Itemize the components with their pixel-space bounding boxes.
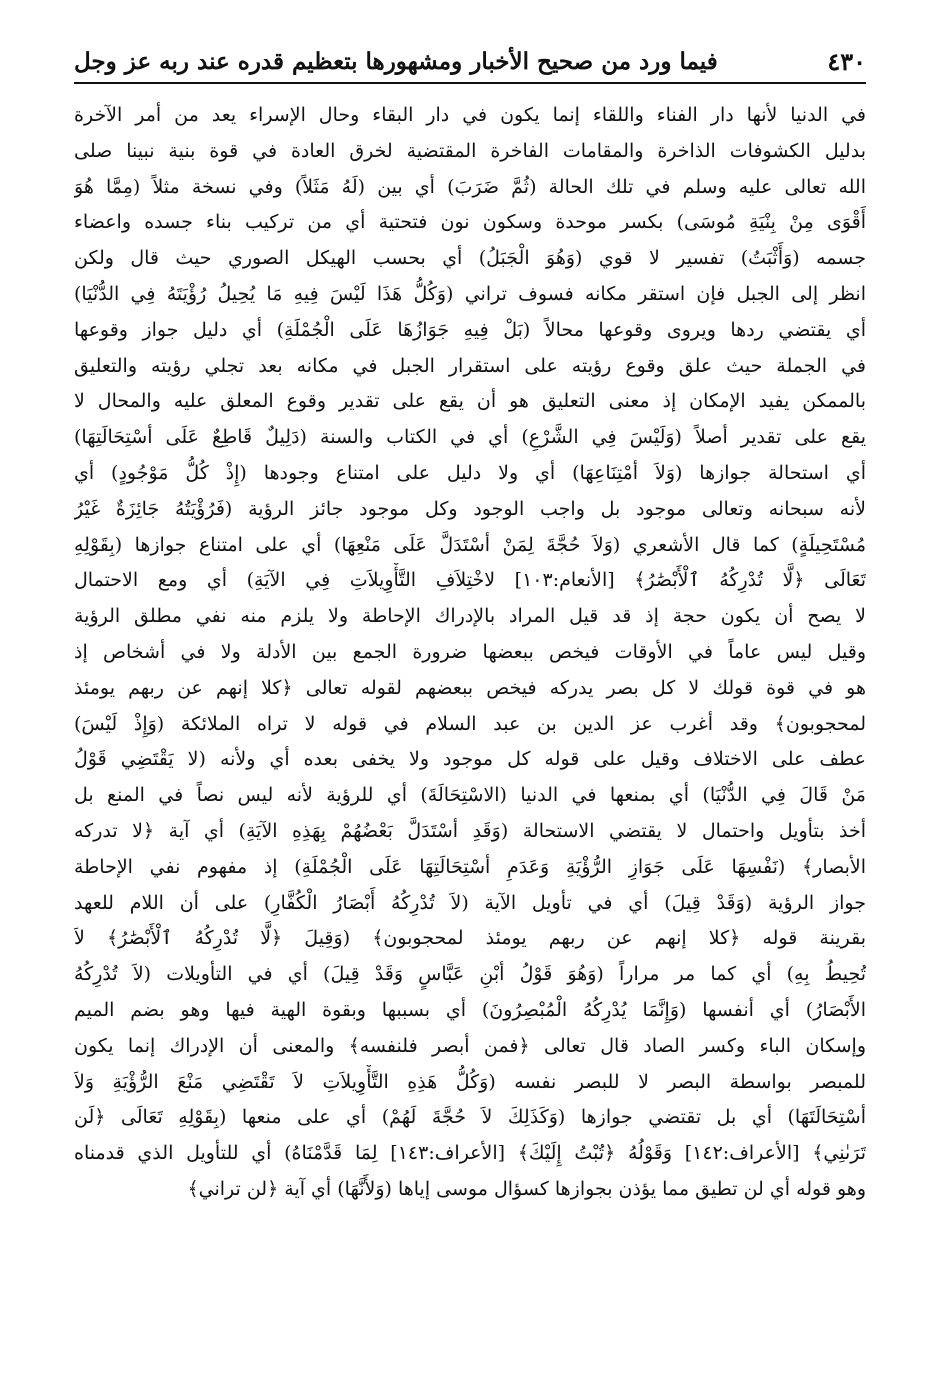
text-line: وإسكان الباء وكسر الصاد قال تعالى ﴿فمن أبصر فلنفسه﴾ والمعنى أن الإدراك إنما يكون	[74, 1034, 866, 1057]
text-line: في الدنيا لأنها دار الفناء واللقاء إنما يكون في دار البقاء وحال الإسراء يعد من أمر الآخرة	[74, 104, 866, 126]
text-line: جواز الرؤية (وَقَدْ قِيلَ) أي في تأويل الآية (لاَ تُدْرِكُهُ أَبْصَارُ الْكُفَّارِ) على أن اللام للعهد	[74, 891, 866, 914]
text-line: بقرينة قوله ﴿كلا إنهم عن ربهم يومئذ لمحجوبون﴾ (وَقِيلَ ﴿لَّا تُدْرِكُهُ ٱلْأَبْصَٰرُ﴾ لاَ	[74, 927, 866, 950]
text-line: وقيل ليس عاماً في الأوقات فيخص ببعضها ضرورة الجمع بين الأدلة ولا في أشخاص إذ	[74, 640, 866, 663]
text-line: وهو قوله أي لن تطيق مما يؤذن بجوازها كسؤال موسى إياها (وَلأَنَّهَا) أي آية ﴿لن تراني﴾	[187, 1177, 866, 1200]
text-line: تُحِيطُ بِهِ) أي كما مر مراراً (وَهُوَ قَوْلُ أبْنِ عَبَّاسٍ وَقَدْ قِيلَ) أي في التأويلات (لاَ تُدْرِكُهُ	[74, 963, 866, 986]
text-line: هو في قوة قولك لا كل بصر يدركه فيخص ببعضهم لقوله تعالى ﴿كلا إنهم عن ربهم يومئذ	[74, 676, 866, 699]
text-line: تَرَىٰنِي﴾ [الأعراف:١٤٢] وَقَوْلُهُ ﴿تُبْتُ إِلَيْكَ﴾ [الأعراف:١٤٣] لِمَا قَدَّمْنَاهُ) أي للتأويل الذي قدمناه	[74, 1142, 866, 1165]
text-line: الله تعالى عليه وسلم في تلك الحالة (ثُمَّ ضَرَبَ) أي بين (لَهُ مَثَلاً) وفي نسخة مثلاً (مِمَّا هُوَ	[74, 175, 866, 198]
text-line: تَعَالَى ﴿لَّا تُدْرِكُهُ ٱلْأَبْصَٰرُ﴾ [الأنعام:١٠٣] لاخْتِلاَفِ التَّأْوِيلاَتِ فِي الآيَةِ) أي ومع الاحتمال	[74, 569, 866, 592]
chapter-title: فيما ورد من صحيح الأخبار ومشهورها بتعظيم قدره عند ربه عز وجل	[74, 47, 718, 75]
body-text	[74, 98, 866, 1360]
text-line: أي استحالة جوازها (وَلاَ أمْتِنَاعِهَا) أي ولا دليل على امتناع وجودها (إِذْ كُلُّ مَوْجُودٍ) أي	[74, 461, 866, 484]
text-line: أَقْوَى مِنْ بِنْيَةِ مُوسَى) بكسر موحدة وسكون نون فتحتية أي من تركيب بناء جسده واعضاء	[74, 211, 866, 234]
text-line: لأنه سبحانه وتعالى موجود بل واجب الوجود وكل موجود جائز الرؤية (فَرُؤْيَتُهُ جَائِزَةٌ غَيْرُ	[74, 497, 866, 520]
text-line: بالممكن يفيد الإمكان إذ معنى التعليق هو أن يقع على تقدير وقوع المعلق عليه والمحال لا	[74, 390, 866, 413]
text-line: أسْتِحَالَتَهَا) أي بل تقتضي جوازها (وَكَذَلِكَ لاَ حُجَّةَ لَهُمْ) أي على منعها (بِقَوْلِهِ تَعَالَى ﴿لَن	[74, 1106, 866, 1129]
text-line: أخذ بتأويل واحتمال لا يقتضي الاستحالة (وَقَدِ أسْتَدَلَّ بَعْضُهُمْ بِهَذِهِ الآيَةِ) أي آية ﴿لا تدركه	[74, 819, 866, 842]
text-line: مَنْ قَالَ فِي الدُّنْيَا) أي بمنعها في الدنيا (الاسْتِحَالَةَ) أي للرؤية لأنه ليس نصاً في المنع بل	[74, 784, 866, 807]
running-header	[74, 40, 866, 84]
text-line: جسمه (وَأَثْبَتُ) تفسير لا قوي (وَهُوَ الْجَبَلُ) أي بحسب الهيكل الصوري حيث قال ولكن	[74, 247, 866, 270]
text-line: مُسْتَحِيلَةٍ) كما قال الأشعري (وَلاَ حُجَّةَ لِمَنْ أسْتَدَلَّ عَلَى مَنْعِهَا) أي على امتناع جوازها (بِقَوْلِهِ	[74, 533, 866, 556]
text-line: في الجملة حيث علق وقوع رؤيته على استقرار الجبل في مكانه بعد تجلي رؤيته والتعليق	[74, 354, 866, 377]
text-line: الأَبْصَارُ) أي أنفسها (وَإِنَّمَا يُدْرِكُهُ الْمُبْصِرُونَ) أي بسببها وبقوة الهية فيها وهو بضم الميم	[74, 998, 866, 1021]
text-line: للمبصر بواسطة البصر لا للبصر نفسه (وَكُلُّ هَذِهِ التَّأْوِيلاَتِ لاَ تَقْتَضِي مَنْعَ الرُّؤْيَةِ وَلاَ	[74, 1070, 866, 1093]
text-line: الأبصار﴾ (نَفْسِهَا عَلَى جَوَازِ الرُّؤْيَةِ وَعَدَمِ أسْتِحَالَتِهَا عَلَى الْجُمْلَةِ) إذ مفهوم نفي الإحاطة	[74, 855, 866, 878]
text-line: عطف على الاختلاف وقيل على قوله كل موجود ولا يخفى بعده أي ولأنه (لا يَقْتَضِي قَوْلُ	[74, 748, 866, 771]
page-number: ٤٣٠	[827, 46, 866, 76]
text-line: لمحجوبون﴾ وقد أغرب عز الدين بن عبد السلام في قوله لا تراه الملائكة (وَإِذْ لَيْسَ)	[74, 712, 866, 735]
text-line: لا يصح أن يكون حجة إذ قد قيل المراد بالإدراك الإحاطة ولا يلزم منه نفي مطلق الرؤية	[74, 605, 866, 628]
text-line: انظر إلى الجبل فإن استقر مكانه فسوف تراني (وَكُلُّ هَذَا لَيْسَ فِيهِ مَا يُحِيلُ رُؤْيَتَهُ فِي الدُّنْيَا)	[74, 282, 866, 305]
text-line: أي يقتضي ردها ويروى وقوعها محالاً (بَلْ فِيهِ جَوَازُهَا عَلَى الْجُمْلَةِ) أي دليل جواز وقوعها	[74, 318, 866, 341]
text-line: بدليل الكشوفات الذاخرة والمقامات الفاخرة المقتضية لخرق العادة في قوة بنية نبينا صلى	[74, 139, 866, 162]
text-line: يقع على تقدير أصلاً (وَلَيْسَ فِي الشَّرْعِ) أي في الكتاب والسنة (دَلِيلٌ قَاطِعٌ عَلَى أسْتِحَالَتِهَا)	[74, 426, 866, 449]
